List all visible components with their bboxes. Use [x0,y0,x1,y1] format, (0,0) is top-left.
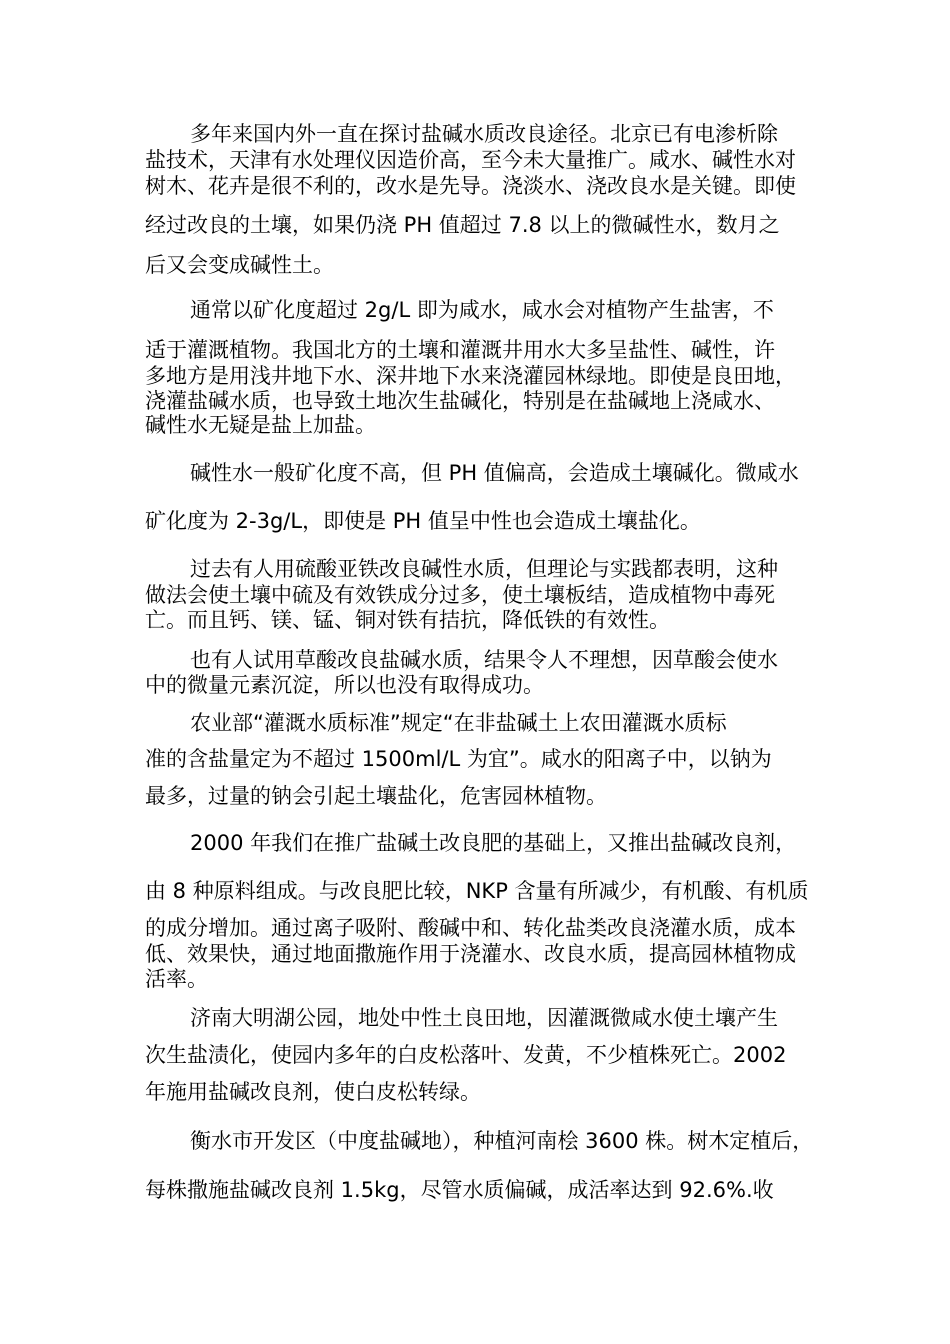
paragraph-9-line-1: 衡水市开发区（中度盐碱地），种植河南桧 3600 株。树木定植后， [190,1129,814,1153]
paragraph-3-line-1: 碱性水一般矿化度不高，但 PH 值偏高，会造成土壤碱化。微咸水 [190,461,799,485]
paragraph-8-line-3: 年施用盐碱改良剂，使白皮松转绿。 [145,1080,481,1104]
paragraph-7-line-4: 低、效果快，通过地面撒施作用于浇灌水、改良水质，提高园林植物成 [145,942,796,966]
paragraph-6-line-2: 准的含盐量定为不超过 1500ml/L 为宜”。咸水的阳离子中，以钠为 [145,747,772,771]
paragraph-7-line-1: 2000 年我们在推广盐碱土改良肥的基础上，又推出盐碱改良剂， [190,831,797,855]
paragraph-4-line-2: 做法会使土壤中硫及有效铁成分过多，使土壤板结，造成植物中毒死 [145,583,775,607]
paragraph-1-line-3: 树木、花卉是很不利的，改水是先导。浇淡水、浇改良水是关键。即使 [145,174,796,198]
paragraph-6-line-3: 最多，过量的钠会引起土壤盐化，危害园林植物。 [145,784,607,808]
paragraph-6-line-1: 农业部“灌溉水质标准”规定“在非盐碱土上农田灌溉水质标 [190,711,727,735]
paragraph-1-line-1: 多年来国内外一直在探讨盐碱水质改良途径。北京已有电渗析除 [190,122,778,146]
paragraph-1-line-5: 后又会变成碱性土。 [145,253,334,277]
paragraph-2-line-1: 通常以矿化度超过 2g/L 即为咸水，咸水会对植物产生盐害，不 [190,298,774,322]
paragraph-2-line-5: 碱性水无疑是盐上加盐。 [145,413,376,437]
paragraph-5-line-1: 也有人试用草酸改良盐碱水质，结果令人不理想，因草酸会使水 [190,648,778,672]
paragraph-4-line-3: 亡。而且钙、镁、锰、铜对铁有拮抗，降低铁的有效性。 [145,608,670,632]
paragraph-1-line-2: 盐技术，天津有水处理仪因造价高，至今未大量推广。咸水、碱性水对 [145,148,796,172]
paragraph-4-line-1: 过去有人用硫酸亚铁改良碱性水质，但理论与实践都表明，这种 [190,557,778,581]
paragraph-1-line-4: 经过改良的土壤，如果仍浇 PH 值超过 7.8 以上的微碱性水，数月之 [145,213,780,237]
paragraph-9-line-2: 每株撒施盐碱改良剂 1.5kg，尽管水质偏碱，成活率达到 92.6%.收 [145,1178,774,1202]
paragraph-7-line-3: 的成分增加。通过离子吸附、酸碱中和、转化盐类改良浇灌水质，成本 [145,916,796,940]
paragraph-2-line-2: 适于灌溉植物。我国北方的土壤和灌溉井用水大多呈盐性、碱性，许 [145,338,775,362]
paragraph-8-line-2: 次生盐渍化，使园内多年的白皮松落叶、发黄，不少植株死亡。2002 [145,1043,787,1067]
paragraph-5-line-2: 中的微量元素沉淀，所以也没有取得成功。 [145,673,544,697]
paragraph-3-line-2: 矿化度为 2-3g/L，即使是 PH 值呈中性也会造成土壤盐化。 [145,509,701,533]
paragraph-7-line-2: 由 8 种原料组成。与改良肥比较，NKP 含量有所减少，有机酸、有机质 [145,879,809,903]
paragraph-2-line-4: 浇灌盐碱水质，也导致土地次生盐碱化，特别是在盐碱地上浇咸水、 [145,389,775,413]
paragraph-8-line-1: 济南大明湖公园，地处中性土良田地，因灌溉微咸水使土壤产生 [190,1006,778,1030]
paragraph-2-line-3: 多地方是用浅井地下水、深井地下水来浇灌园林绿地。即使是良田地， [145,364,796,388]
paragraph-7-line-5: 活率。 [145,967,208,991]
